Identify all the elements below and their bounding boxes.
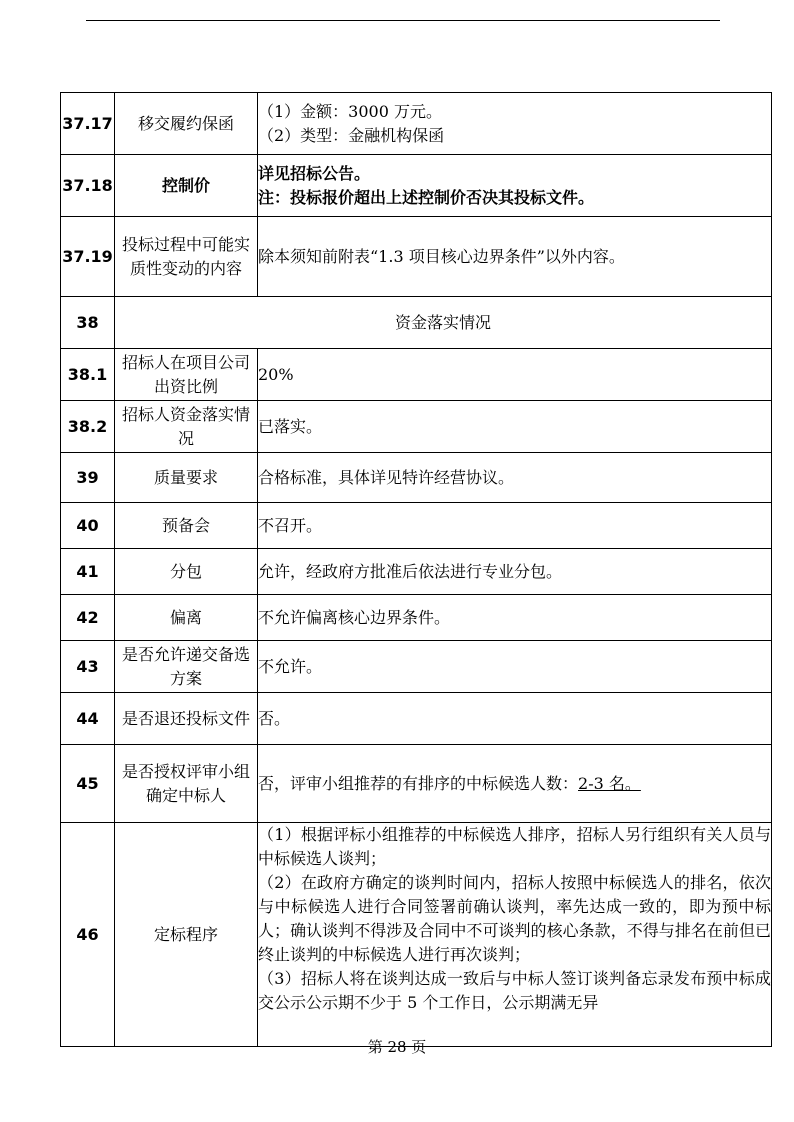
content-line: 不允许。: [258, 656, 323, 676]
table-row: [61, 595, 772, 641]
content-line: （1）金额：3000 万元。: [258, 101, 442, 121]
clause-item: 偏离: [115, 595, 258, 641]
clause-number: 42: [61, 595, 115, 641]
content-line: 否。: [258, 708, 291, 728]
table-row: [61, 823, 772, 1047]
clause-content: [258, 595, 772, 641]
clause-number: 37.18: [61, 155, 115, 217]
clause-content: [258, 401, 772, 453]
table-row: [61, 641, 772, 693]
clause-item: 质量要求: [115, 453, 258, 503]
table-row: [61, 453, 772, 503]
content-line: （2）在政府方确定的谈判时间内，招标人按照中标候选人的排名，依次与中标候选人进行合同签署前确认谈判，率先达成一致的，即为预中标人；确认谈判不得涉及合同中不可谈判的核心条款，不得与排名在前但已终止谈判的中标候选人进行再次谈判；: [258, 873, 771, 964]
header-rule: [86, 20, 720, 21]
content-line: 合格标准，具体详见特许经营协议。: [258, 467, 515, 487]
clause-item: 控制价: [115, 155, 258, 217]
clause-number: 38.2: [61, 401, 115, 453]
clause-item: 分包: [115, 549, 258, 595]
clause-item: 是否允许递交备选方案: [115, 641, 258, 693]
content-line: （2）类型：金融机构保函: [258, 125, 445, 145]
table-row: [61, 693, 772, 745]
content-line: 不允许偏离核心边界条件。: [258, 607, 451, 627]
clause-content: [258, 693, 772, 745]
table-row: [61, 155, 772, 217]
content-line: 允许，经政府方批准后依法进行专业分包。: [258, 561, 563, 581]
clause-number: 39: [61, 453, 115, 503]
clause-number: 40: [61, 503, 115, 549]
clause-item: 招标人资金落实情况: [115, 401, 258, 453]
content-line: （1）根据评标小组推荐的中标候选人排序，招标人另行组织有关人员与中标候选人谈判；: [258, 825, 771, 868]
content-line: 已落实。: [258, 416, 323, 436]
clause-number: 41: [61, 549, 115, 595]
clause-item: 预备会: [115, 503, 258, 549]
clause-content: [258, 155, 772, 217]
table-row: [61, 745, 772, 823]
content-text: 否，评审小组推荐的有排序的中标候选人数：: [258, 773, 579, 793]
clause-content: [258, 93, 772, 155]
clause-item: 招标人在项目公司出资比例: [115, 349, 258, 401]
clause-content: [258, 823, 772, 1047]
clause-content: [258, 349, 772, 401]
table-row: [61, 503, 772, 549]
clause-number: 43: [61, 641, 115, 693]
table-row: [61, 93, 772, 155]
table-row: [61, 349, 772, 401]
clause-number: 37.19: [61, 217, 115, 297]
clause-number: 45: [61, 745, 115, 823]
clause-item: 定标程序: [115, 823, 258, 1047]
bid-data-table: [60, 92, 772, 1047]
clause-content: [258, 217, 772, 297]
clause-item: 是否授权评审小组确定中标人: [115, 745, 258, 823]
content-line: 注：投标报价超出上述控制价否决其投标文件。: [258, 187, 595, 207]
clause-number: 38: [61, 297, 115, 349]
clause-item: 移交履约保函: [115, 93, 258, 155]
section-row: [61, 297, 772, 349]
clause-number: 44: [61, 693, 115, 745]
clause-content: [258, 745, 772, 823]
clause-content: [258, 503, 772, 549]
content-line: （3）招标人将在谈判达成一致后与中标人签订谈判备忘录发布预中标成交公示公示期不少于 5 个工作日，公示期满无异: [258, 969, 771, 1012]
section-title: 资金落实情况: [115, 297, 772, 349]
content-line: 不召开。: [258, 515, 323, 535]
clause-content: [258, 453, 772, 503]
content-line: 除本须知前附表“1.3 项目核心边界条件”以外内容。: [258, 246, 625, 266]
table-row: [61, 217, 772, 297]
clause-content: [258, 641, 772, 693]
clause-content: [258, 549, 772, 595]
table-row: [61, 401, 772, 453]
underlined-value: 2-3 名。: [578, 773, 641, 793]
content-line: 20%: [258, 364, 294, 384]
clause-item: 是否退还投标文件: [115, 693, 258, 745]
clause-number: 38.1: [61, 349, 115, 401]
clause-number: 37.17: [61, 93, 115, 155]
page-number: 第 28 页: [367, 1038, 427, 1056]
table-row: [61, 549, 772, 595]
clause-number: 46: [61, 823, 115, 1047]
content-line: 详见招标公告。: [258, 163, 371, 183]
clause-item: 投标过程中可能实质性变动的内容: [115, 217, 258, 297]
